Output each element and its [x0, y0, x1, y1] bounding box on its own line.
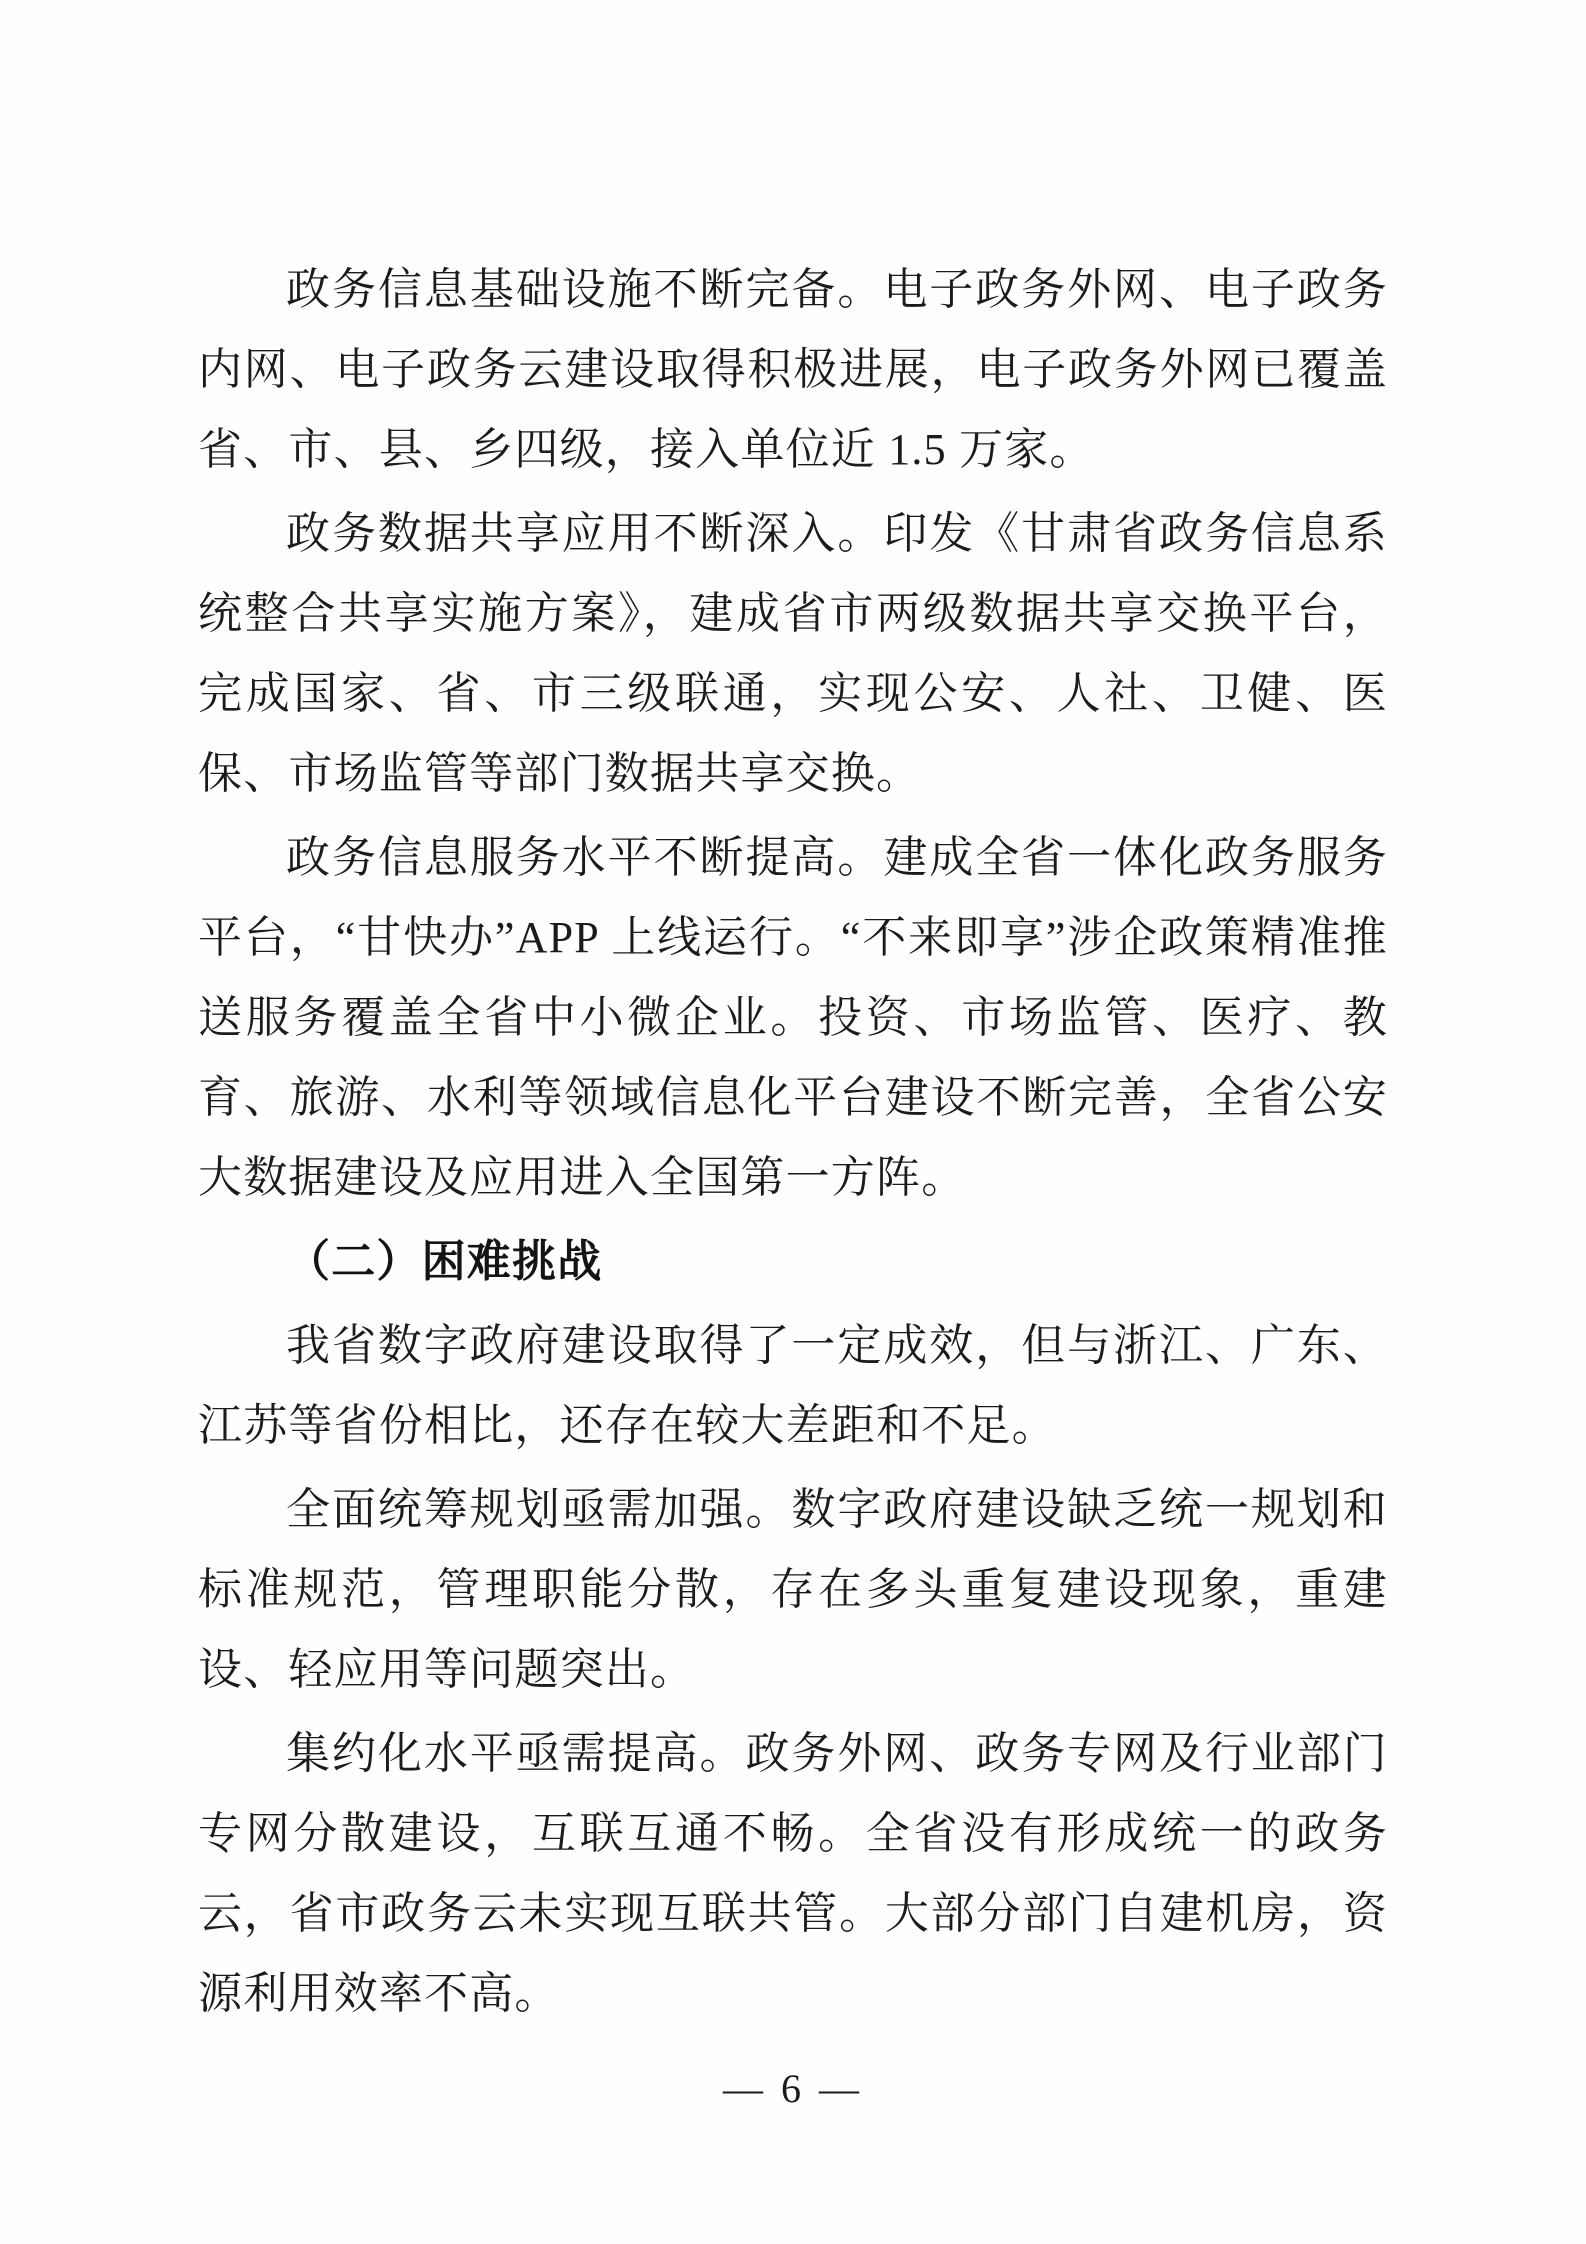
paragraph: 政务信息基础设施不断完备。电子政务外网、电子政务内网、电子政务云建设取得积极进展，电子政务外网已覆盖省、市、县、乡四级，接入单位近 1.5 万家。 — [198, 265, 1388, 474]
paragraph: 我省数字政府建设取得了一定成效，但与浙江、广东、江苏等省份相比，还存在较大差距和不足。 — [198, 1321, 1388, 1450]
paragraph: 集约化水平亟需提高。政务外网、政务专网及行业部门专网分散建设，互联互通不畅。全省没有形成统一的政务云，省市政务云未实现互联共管。大部分部门自建机房，资源利用效率不高。 — [198, 1729, 1388, 2018]
section-heading: （二）困难挑战 — [286, 1237, 603, 1286]
page-number: — 6 — — [723, 2066, 863, 2111]
paragraph: 政务信息服务水平不断提高。建成全省一体化政务服务平台，“甘快办”APP 上线运行。“不来即享”涉企政策精准推送服务覆盖全省中小微企业。投资、市场监管、医疗、教育、旅游、水利等领域信息化平台建设不断完善，全省公安大数据建设及应用进入全国第一方阵。 — [198, 833, 1388, 1202]
paragraph: 全面统筹规划亟需加强。数字政府建设缺乏统一规划和标准规范，管理职能分散，存在多头重复建设现象，重建设、轻应用等问题突出。 — [198, 1485, 1388, 1694]
paragraph: 政务数据共享应用不断深入。印发《甘肃省政务信息系统整合共享实施方案》，建成省市两级数据共享交换平台，完成国家、省、市三级联通，实现公安、人社、卫健、医保、市场监管等部门数据共享交换。 — [198, 509, 1388, 798]
document-body — [198, 250, 1388, 2038]
